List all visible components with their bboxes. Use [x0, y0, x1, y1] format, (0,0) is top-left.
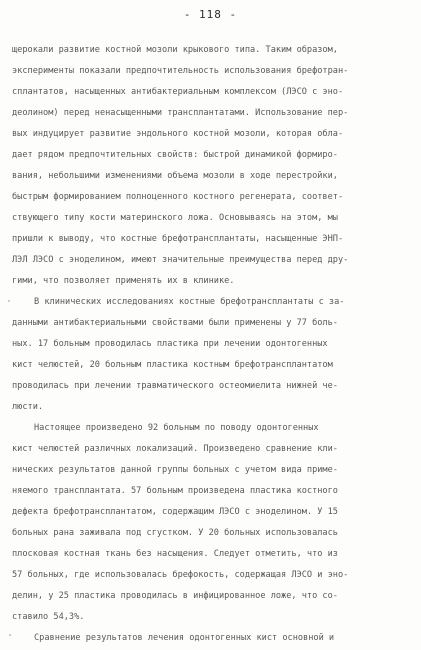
text-line: Сравнение результатов лечения одонтогенных кист основной и [34, 633, 335, 643]
text-line: делин, у 25 пластика проводилась в инфицированное ложе, что со- [12, 591, 338, 601]
text-line: щерокали развитие костной мозоли крыкового типа. Таким образом, [12, 45, 338, 55]
text-line: няемого трансплантата. 57 больным произведена пластика костного [12, 486, 338, 496]
text-line: ЛЭЛ ЛЭСО с эноделином, имеют значительные преимущества перед дру- [12, 255, 349, 265]
text-line: плосковая костная ткань без насыщения. Следует отметить, что из [12, 549, 338, 559]
text-line: вых индуцирует развитие эндольного костной мозоли, которая обла- [12, 129, 344, 139]
text-line: больных рана заживала под сгустком. У 20 больных использовалась [12, 528, 338, 538]
text-line: нических результатов данной группы больных с учетом вида приме- [12, 465, 338, 475]
text-line: данными антибактериальными свойствами были применены у 77 боль- [12, 318, 338, 328]
text-line: пришли к выводу, что костные брефотрансплантаты, насыщенные ЭНП- [12, 234, 344, 244]
scan-speck [8, 300, 10, 302]
text-line: люсти. [12, 402, 44, 412]
page-number: - 118 - [183, 8, 238, 21]
text-line: вания, небольшими изменениями объема мозоли в ходе перестройки, [12, 171, 338, 181]
text-line: проводилась при лечении травматического остеомиелита нижней че- [12, 381, 338, 391]
text-line: сплантатов, насыщенных антибактериальным комплексом (ЛЭСО с эно- [12, 87, 344, 97]
text-line: дает рядом предпочтительных свойств: быстрой динамикой формиро- [12, 150, 338, 160]
text-line: В клинических исследованиях костные брефотрансплантаты с за- [34, 297, 345, 307]
text-line: быстрым формированием полноценного костного регенерата, соответ- [12, 192, 344, 202]
text-line: ставило 54,3%. [12, 612, 85, 622]
text-line: 57 больных, где использовалась брефокость, содержащая ЛЭСО и эно- [12, 570, 349, 580]
text-line: ных. 17 больным проводилась пластика при лечении одонтогенных [12, 339, 328, 349]
text-line: эксперименты показали предпочтительность использования брефотран- [12, 66, 349, 76]
text-line: кист челюстей, 20 больным пластика костным брефотрансплантатом [12, 360, 333, 370]
text-line: ствующего типу кости материнского ложа. Основываясь на этом, мы [12, 213, 338, 223]
scan-speck [9, 634, 11, 636]
text-line: кист челюстей различных локализаций. Произведено сравнение кли- [12, 444, 338, 454]
text-line: Настоящее произведено 92 больным по поводу одонтогенных [34, 423, 319, 433]
text-line: гими, что позволяет применять их в клинике. [12, 276, 235, 286]
text-line: деолином) перед ненасыщенными трансплантатами. Использование пер- [12, 108, 349, 118]
text-line: дефекта брефотрансплантатом, содержащим ЛЭСО с эноделином. У 15 [12, 507, 338, 517]
